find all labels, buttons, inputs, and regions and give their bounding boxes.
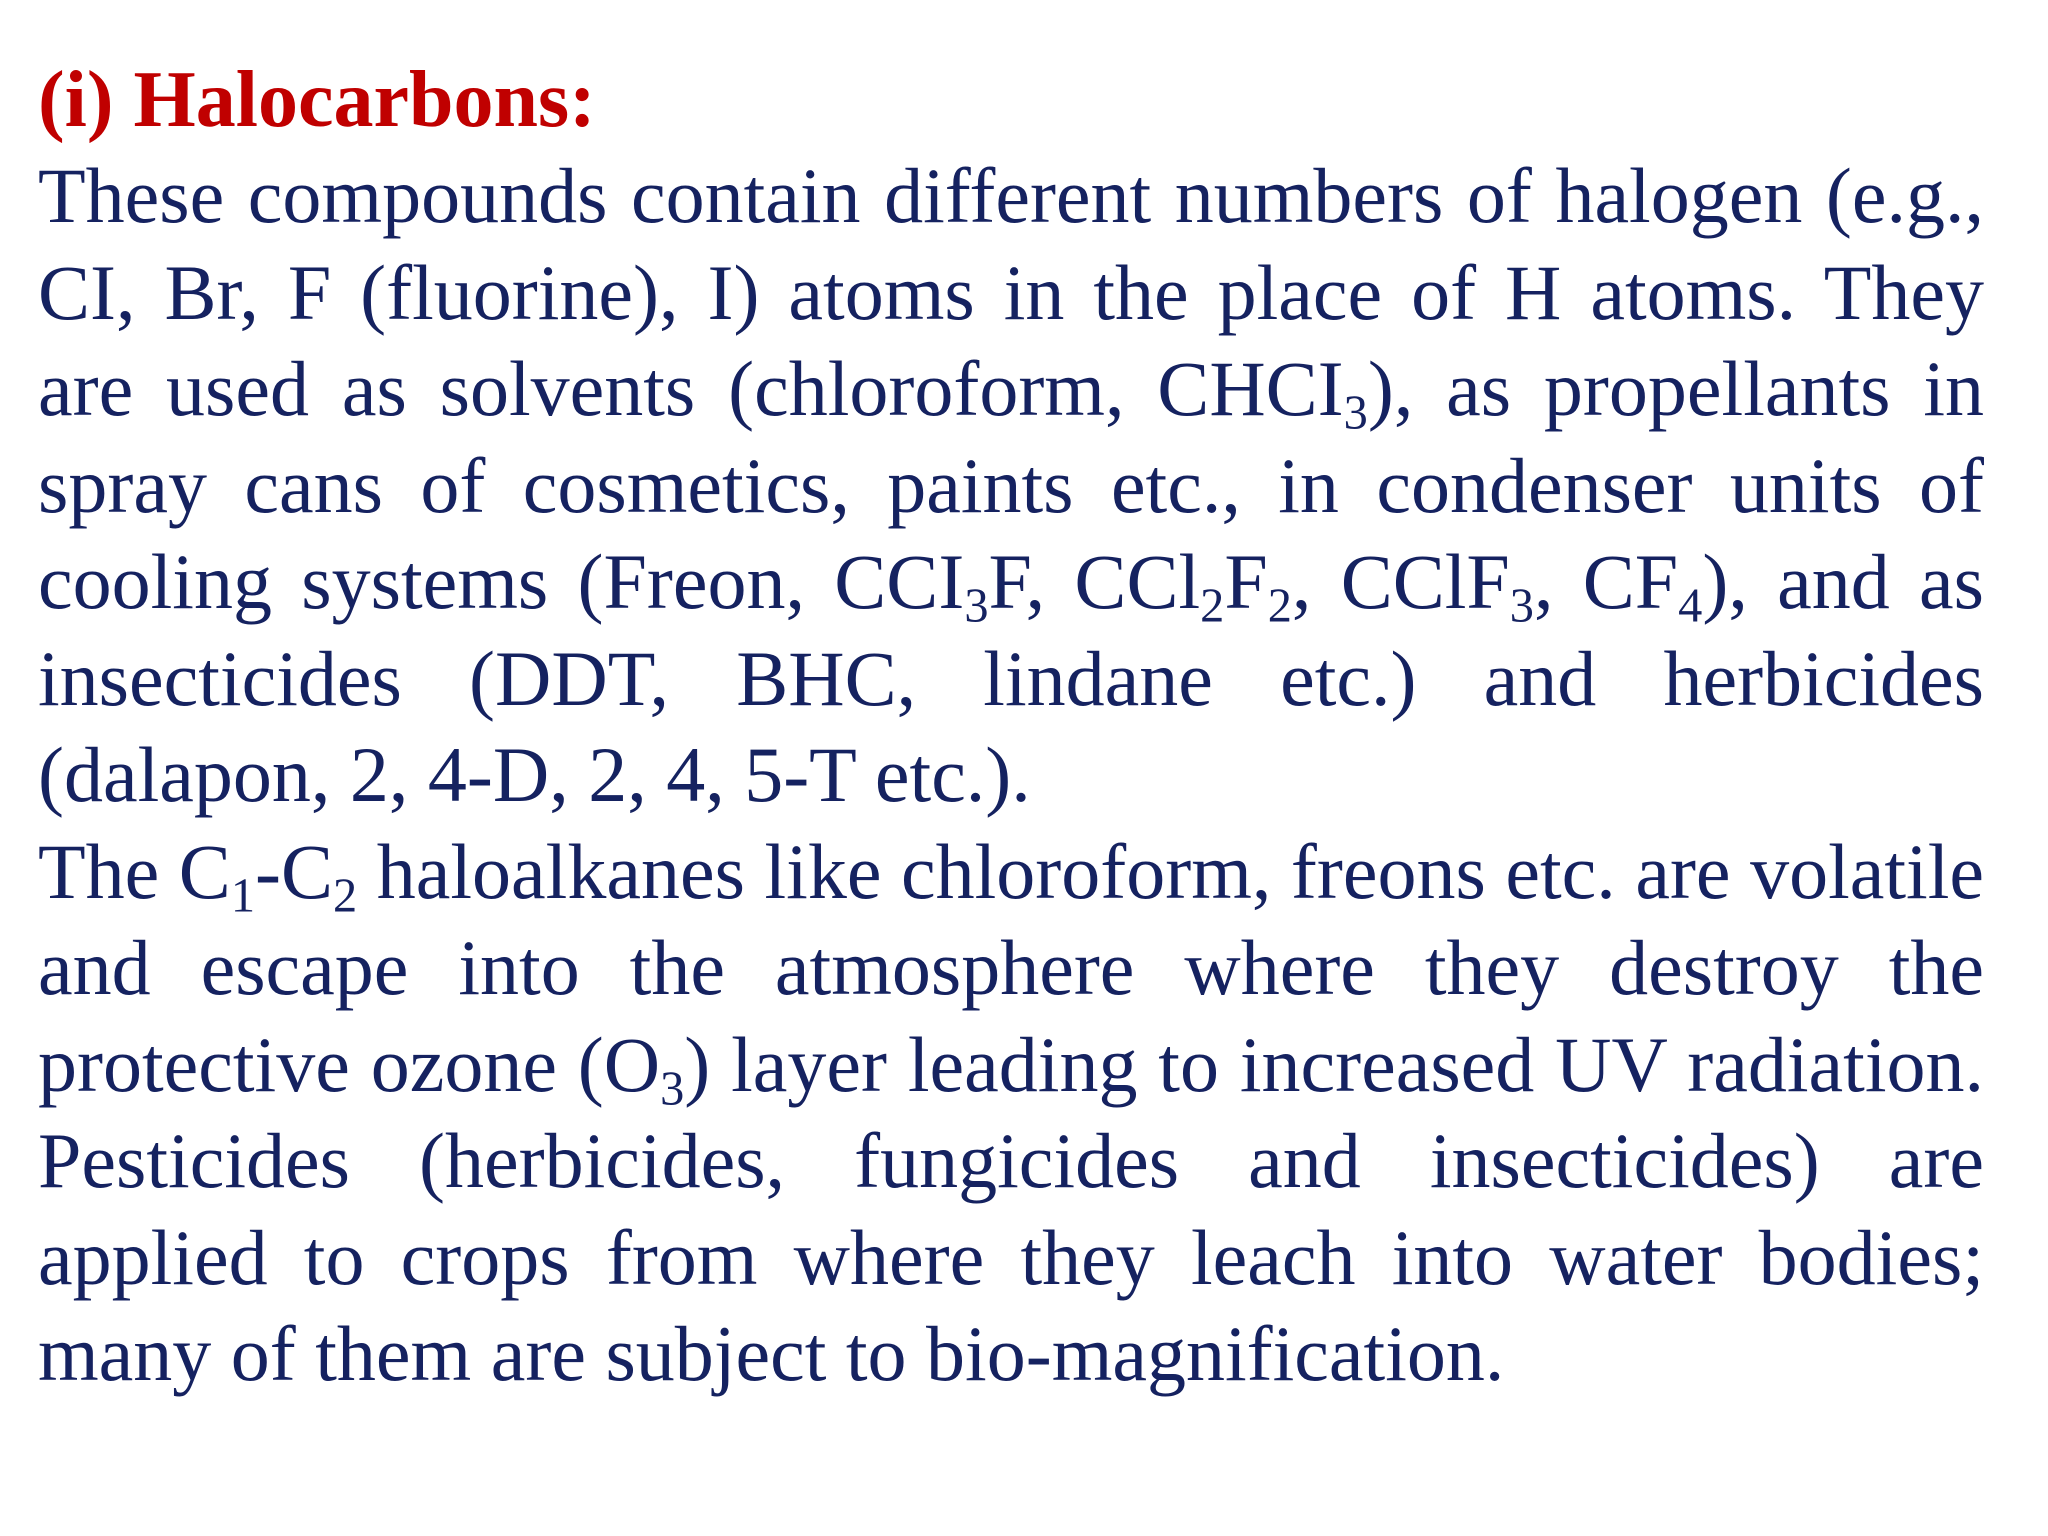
paragraph-haloalkane-effects	[38, 824, 1984, 1403]
subscript: 1	[230, 869, 256, 923]
subscript: 2	[333, 869, 358, 923]
subscript: 2	[1267, 579, 1292, 633]
subscript: 3	[1343, 386, 1368, 440]
text-run: , CF	[1533, 538, 1679, 625]
subscript: 3	[660, 1062, 685, 1116]
section-heading: (i) Halocarbons:	[38, 56, 596, 144]
subscript: 4	[1678, 579, 1703, 633]
text-run: ) layer leading to increased UV radiation. Pesticides (herbicides, fungicides and insecticides) are applied to crops from where they leach into water bodies; many of them are subject to bio-magnification.	[38, 1020, 1984, 1397]
text-run: , CClF	[1291, 538, 1510, 625]
text-run: -C	[255, 827, 334, 915]
text-run: F, CCl	[988, 538, 1201, 625]
subscript: 2	[1200, 579, 1225, 633]
slide-content	[38, 52, 1984, 1403]
text-run: The C	[38, 827, 231, 915]
text-run: F	[1224, 538, 1268, 625]
text-run: ), and as insecticides (DDT, BHC, lindane etc.) and herbicides (dalapon, 2, 4-D, 2, 4, 5-T etc.).	[38, 538, 1984, 818]
subscript: 3	[964, 579, 989, 633]
subscript: 3	[1509, 579, 1534, 633]
text-run: ), as propellants in spray cans of cosmetics, paints etc., in condenser units of cooling systems (Freon, CCI	[38, 345, 1985, 625]
text-run: haloalkanes like chloroform, freons etc. are volatile and escape into the atmosphere where they destroy the protective ozone (O	[38, 827, 1985, 1108]
text-run: These compounds contain different numbers of halogen (e.g., CI, Br, F (fluorine), I) atoms in the place of H atoms. They are used as solvents (chloroform, CHCI	[38, 152, 1984, 432]
paragraph-halocarbon-uses	[38, 148, 1984, 824]
